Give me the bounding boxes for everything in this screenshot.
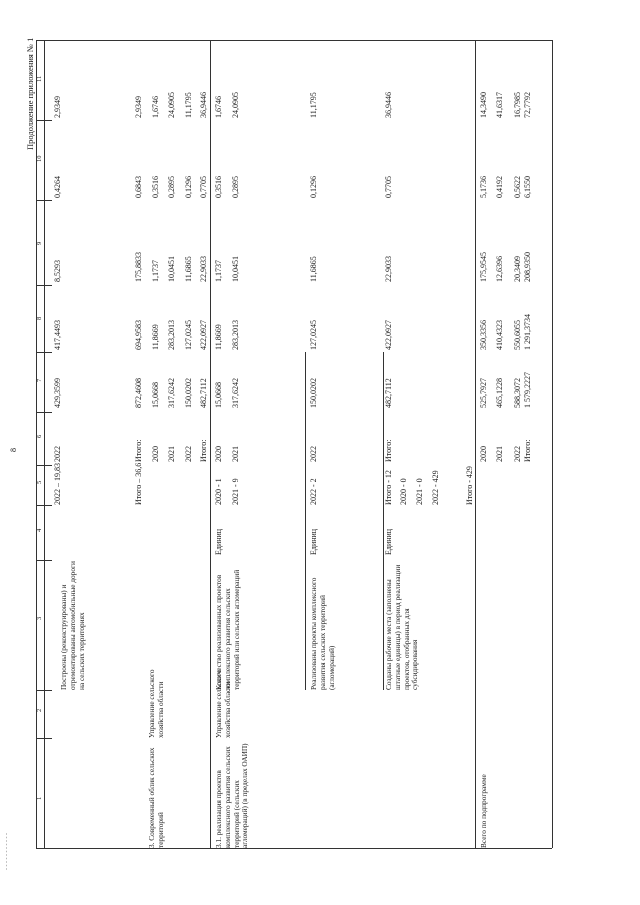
section31-ind3-y2020: 2020 - 0 [399,478,408,505]
total-row-2020-local: 5,1736 [479,176,488,198]
section3-row-2020-local: 0,3516 [151,176,160,198]
section3-row-2021-year: 2021 [167,446,176,462]
section3-row-2022-year: 2022 [184,446,193,462]
section31-row-2021-federal: 283,2013 [231,320,240,350]
section31-row-2020-local: 0,3516 [214,176,223,198]
col-num-7: 7 [36,378,43,382]
col-divider-1 [36,738,52,739]
section31-ind3-unit: Единиц [384,528,393,555]
section3-row-total1-year: Итого: [134,439,143,462]
section31-row-2020-total: 15,0668 [214,382,223,408]
page-number: 8 [9,448,18,452]
total-row-2020-year: 2020 [479,446,488,462]
total-row-2021-total: 465,1228 [495,378,504,408]
section3-row-total2-regional: 22,9033 [199,256,208,282]
section3-row-total1-total: 872,4608 [134,378,143,408]
col-num-1: 1 [36,796,43,800]
section3-row-2021-extra: 24,0905 [167,92,176,118]
col-divider-7 [36,352,52,353]
section31-ind2-unit: Единиц [309,528,318,555]
total-row-2021-federal: 410,4323 [495,320,504,350]
total-row-all-extra: 72,7792 [523,92,532,118]
section3-total-label: Итого – 36,6 [134,462,143,505]
section3-row-total2-federal: 422,0927 [199,320,208,350]
section3-row-2022a-regional: 8,5293 [53,260,62,282]
table-border-bottom [36,848,552,849]
section3-row-total1-extra: 2,9349 [134,96,143,118]
section3-row-2021-federal: 283,2013 [167,320,176,350]
col-num-2: 2 [36,708,43,712]
section31-row-2020-year: 2020 [214,446,223,462]
total-row-2021-regional: 12,6396 [495,256,504,282]
section3-row-2022-regional: 11,6865 [184,256,193,282]
section31-row-2022-year: 2022 [309,446,318,462]
section31-row-total-extra: 36,9446 [384,92,393,118]
total-row-2020-total: 525,7927 [479,378,488,408]
section31-ind1-y2021: 2021 - 9 [231,478,240,505]
section31-row-2021-extra: 24,0905 [231,92,240,118]
section31-row-total-total: 482,7112 [384,378,393,408]
section3-row-2020-extra: 1,6746 [151,96,160,118]
section3-row-2022-federal: 127,0245 [184,320,193,350]
section31-ind3-y2021: 2021 - 0 [415,478,424,505]
col-divider-2 [36,690,52,691]
section31-row-2020-extra: 1,6746 [214,96,223,118]
total-row-all-local: 6,1550 [523,176,532,198]
section31-row-total-year: Итого: [384,439,393,462]
section31-ind1-y2020: 2020 - 1 [214,478,223,505]
total-row-2021-extra: 41,6317 [495,92,504,118]
section3-dept: Управление сельского хозяйства области [147,669,165,738]
section3-year-value: 2022 – 19,83 [53,463,62,505]
col-num-4: 4 [36,528,43,532]
total-row-all-regional: 208,9350 [523,252,532,282]
section3-row-2022-extra: 11,1795 [184,92,193,118]
section31-row-total-local: 0,7705 [384,176,393,198]
total-row-2021-year: 2021 [495,446,504,462]
total-row-2020-federal: 350,3356 [479,320,488,350]
section3-row-total1-regional: 175,8833 [134,252,143,282]
section3-row-2022a-year: 2022 [53,446,62,462]
total-row-2022-regional: 20,3409 [513,256,522,282]
appendix-continuation: Продолжение приложения № 1 [25,37,35,150]
section3-row-2020-federal: 11,8669 [151,324,160,350]
section31-row-2020-regional: 1,1737 [214,260,223,282]
section3-row-2022a-local: 0,4264 [53,176,62,198]
total-row-all-federal: 1 291,3734 [523,314,532,350]
section31-name: 3.1. реализация проектов комплексного развития сельских территорий (сельских агломераций) (в пределах ОАИП) [214,743,250,848]
total-row-2021-local: 0,4192 [495,176,504,198]
col-divider-6 [36,412,52,413]
section3-row-total2-total: 482,7112 [199,378,208,408]
col-num-5: 5 [36,480,43,484]
total-divider [475,40,476,848]
subprogram-total-label: Всего по подпрограмме [479,774,488,848]
section3-row-2022-local: 0,1296 [184,176,193,198]
col-divider-4 [36,505,52,506]
section3-indicator: Построены (реконструированы) и отремонтированы автомобильные дороги на сельских территориях [59,561,86,690]
section31-ind3-y2022: 2022 - 429 [431,470,440,505]
total-row-2022-local: 0,5622 [513,176,522,198]
section31-row-2022-extra: 11,1795 [309,92,318,118]
section3-name: 3. Современный облик сельских территорий [147,747,165,848]
section31-row-2021-year: 2021 [231,446,240,462]
section31-ind2-divider [305,352,306,690]
table-border-right [552,40,553,848]
section3-row-2022a-federal: 417,4493 [53,320,62,350]
left-edge-mark: - - - - - - - - - - - [4,833,10,870]
total-row-2022-year: 2022 [513,446,522,462]
section31-row-2020-federal: 11,8669 [214,324,223,350]
section3-row-total2-year: Итого: [199,439,208,462]
total-row-all-total: 1 579,2227 [523,372,532,408]
total-row-2022-total: 588,3072 [513,378,522,408]
col-num-11: 11 [36,75,43,82]
col-num-8: 8 [36,316,43,320]
col-num-3: 3 [36,616,43,620]
section3-row-2022-total: 150,0202 [184,378,193,408]
section3-row-total1-local: 0,6843 [134,176,143,198]
section3-row-2022a-extra: 2,9349 [53,96,62,118]
section31-row-2022-local: 0,1296 [309,176,318,198]
col-num-9: 9 [36,241,43,245]
total-row-2022-extra: 16,7985 [513,92,522,118]
section31-row-total-regional: 22,9033 [384,256,393,282]
section3-row-2021-local: 0,2895 [167,176,176,198]
section3-row-2021-total: 317,6242 [167,378,176,408]
col-divider-9 [36,200,52,201]
total-row-2022-federal: 550,6055 [513,320,522,350]
section31-row-2021-regional: 10,0451 [231,256,240,282]
section31-ind3-total12: Итого - 12 [384,470,393,505]
total-row-2020-extra: 14,3490 [479,92,488,118]
section31-ind2-text: Реализованы проекты комплексного развития сельских территорий (агломераций) [309,577,336,690]
section31-ind1-text: Количество реализованных проектов комплексного развития сельских территорий или сельских агломераций [214,569,241,690]
col-divider-8 [36,285,52,286]
col-divider-10 [36,120,52,121]
section31-row-2022-federal: 127,0245 [309,320,318,350]
section3-row-2022a-total: 429,3599 [53,378,62,408]
section31-row-2022-regional: 11,6865 [309,256,318,282]
section31-row-2022-total: 150,0202 [309,378,318,408]
section31-row-2021-total: 317,6242 [231,378,240,408]
section3-row-2020-regional: 1,1737 [151,260,160,282]
col-num-6: 6 [36,434,43,438]
section3-row-2020-year: 2020 [151,446,160,462]
section31-ind3-text: Созданы рабочие места (заполнены штатные единицы) в период реализации проектов, отобранных для субсидирования [384,564,420,690]
section31-dept: Управление сельского хозяйства области [214,669,232,738]
section31-row-total-federal: 422,0927 [384,320,393,350]
section31-row-2021-local: 0,2895 [231,176,240,198]
col-divider-5 [36,465,52,466]
section3-row-total2-extra: 36,9446 [199,92,208,118]
total-row-all-year: Итого: [523,439,532,462]
col-divider-3 [36,560,52,561]
section3-row-2020-total: 15,0668 [151,382,160,408]
total-row-2020-regional: 175,9545 [479,252,488,282]
section31-divider [210,40,211,848]
section3-row-total2-local: 0,7705 [199,176,208,198]
section3-row-2021-regional: 10,0451 [167,256,176,282]
header-row-divider [44,40,45,848]
section31-ind3-total429: Итого - 429 [465,466,474,505]
section31-ind1-unit: Единиц [214,528,223,555]
col-num-10: 10 [36,155,43,162]
section31-ind2-y2022: 2022 - 2 [309,478,318,505]
section3-row-total1-federal: 694,9583 [134,320,143,350]
